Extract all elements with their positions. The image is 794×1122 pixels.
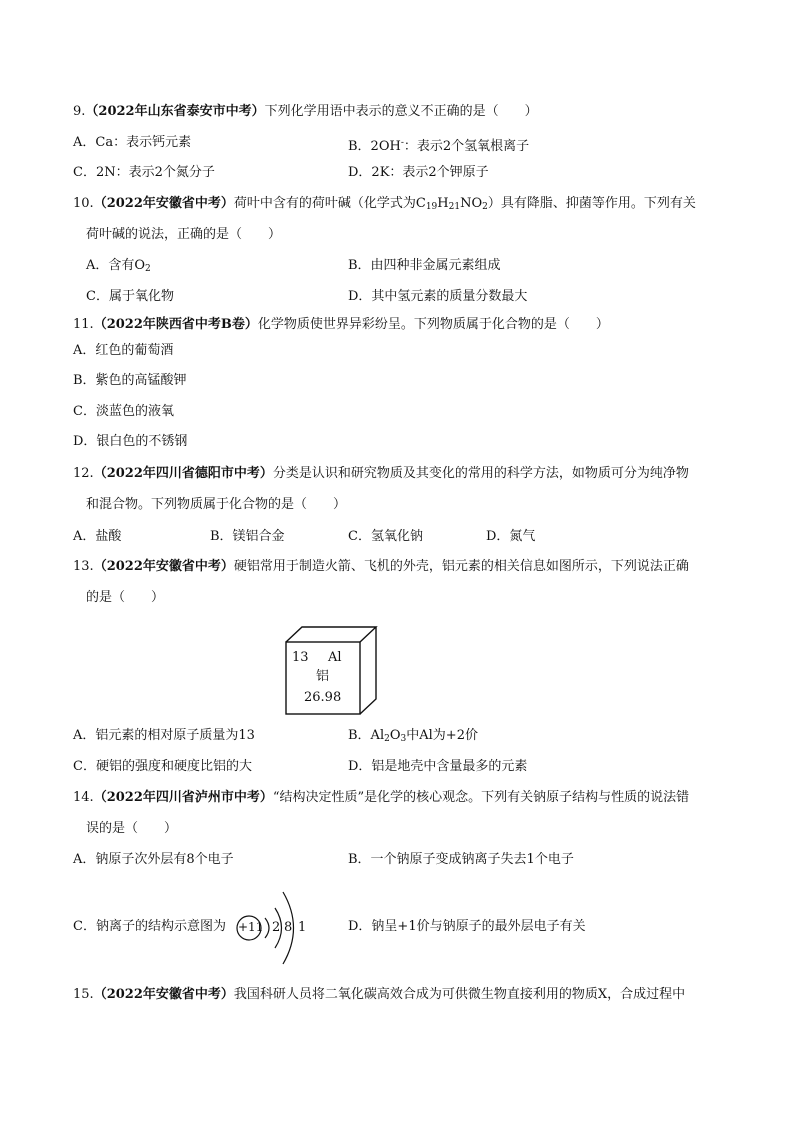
question-text: ）具有降脂、抑菌等作用。下列有关 xyxy=(487,196,696,211)
q13-option-b xyxy=(348,727,478,748)
question-9-stem xyxy=(73,103,538,121)
question-source: （2022年四川省德阳市中考） xyxy=(93,466,273,481)
shell-2-electrons: 8 xyxy=(284,920,293,935)
question-source: （2022年安徽省中考） xyxy=(93,559,234,574)
question-source: （2022年安徽省中考） xyxy=(93,196,234,211)
question-11-stem xyxy=(73,316,609,334)
question-12-stem xyxy=(73,465,689,483)
formula-subscript: 19 xyxy=(425,202,438,212)
question-14-stem xyxy=(73,789,689,807)
q13-option-a: A．铝元素的相对原子质量为13 xyxy=(73,728,255,743)
question-source: （2022年安徽省中考） xyxy=(93,987,234,1002)
q12-option-a: A．盐酸 xyxy=(73,529,122,544)
question-12-stem-line2: 和混合物。下列物质属于化合物的是（ ） xyxy=(86,497,347,512)
formula-subscript: 2 xyxy=(145,264,151,274)
option-text: 中Al为+2价 xyxy=(406,728,478,743)
question-source: （2022年山东省泰安市中考） xyxy=(85,104,265,119)
question-number: 10. xyxy=(73,196,94,211)
formula-text: O xyxy=(389,728,401,743)
question-number: 15. xyxy=(73,987,94,1002)
question-number: 14. xyxy=(73,790,94,805)
q11-option-b: B．紫色的高锰酸钾 xyxy=(73,373,187,388)
question-number: 9. xyxy=(73,104,86,119)
question-source: （2022年四川省泸州市中考） xyxy=(93,790,273,805)
q13-option-c: C．硬铝的强度和硬度比铝的大 xyxy=(73,759,252,774)
question-number: 12. xyxy=(73,466,94,481)
option-text: A．含有O xyxy=(86,258,146,273)
sodium-structure-diagram xyxy=(232,880,312,976)
q11-option-d: D．银白色的不锈钢 xyxy=(73,434,188,449)
q14-option-b: B．一个钠原子变成钠离子失去1个电子 xyxy=(348,852,574,867)
aluminum-element-card xyxy=(284,625,384,717)
charge-superscript: - xyxy=(400,138,404,148)
q12-option-c: C．氢氧化钠 xyxy=(348,529,423,544)
formula-text: NO xyxy=(460,196,483,211)
q10-option-c: C．属于氧化物 xyxy=(86,289,174,304)
formula-subscript: 3 xyxy=(400,734,407,744)
q13-option-d: D．铝是地壳中含量最多的元素 xyxy=(348,759,528,774)
question-10-stem-line2: 荷叶碱的说法，正确的是（ ） xyxy=(86,227,282,242)
q14-option-c: C．钠离子的结构示意图为 xyxy=(73,919,226,934)
q12-option-b: B．镁铝合金 xyxy=(210,529,285,544)
option-text: B．Al xyxy=(348,728,385,743)
option-text: ：表示2个氢氧根离子 xyxy=(403,139,530,154)
q14-option-a: A．钠原子次外层有8个电子 xyxy=(73,852,234,867)
question-source: （2022年陕西省中考B卷） xyxy=(93,317,258,332)
question-number: 13. xyxy=(73,559,94,574)
shell-1-electrons: 2 xyxy=(272,920,281,935)
formula-subscript: 2 xyxy=(482,202,488,212)
question-15-stem xyxy=(73,986,685,1004)
question-14-stem-line2: 误的是（ ） xyxy=(86,821,178,836)
question-text: 化学物质使世界异彩纷呈。下列物质属于化合物的是（ ） xyxy=(257,317,609,332)
option-text: B．2OH xyxy=(348,139,401,154)
q10-option-d: D．其中氢元素的质量分数最大 xyxy=(348,289,528,304)
question-text: 硬铝常用于制造火箭、飞机的外壳，铝元素的相关信息如图所示，下列说法正确 xyxy=(233,559,689,574)
q11-option-c: C．淡蓝色的液氧 xyxy=(73,404,174,419)
q11-option-a: A．红色的葡萄酒 xyxy=(73,343,174,358)
formula-subscript: 2 xyxy=(384,734,390,744)
q9-option-b xyxy=(348,134,529,156)
q14-option-d: D．钠呈+1价与钠原子的最外层电子有关 xyxy=(348,919,586,934)
question-13-stem-line2: 的是（ ） xyxy=(86,590,165,605)
question-13-stem xyxy=(73,558,689,576)
formula-text: H xyxy=(437,196,449,211)
question-text: 下列化学用语中表示的意义不正确的是（ ） xyxy=(264,104,538,119)
question-number: 11. xyxy=(73,317,94,332)
question-text: “结构决定性质”是化学的核心观念。下列有关钠原子结构与性质的说法错 xyxy=(272,790,690,805)
q9-option-c: C．2N：表示2个氮分子 xyxy=(73,165,215,180)
question-text: 荷叶中含有的荷叶碱（化学式为C xyxy=(233,196,426,211)
shell-3-electrons: 1 xyxy=(298,920,307,935)
nucleus-charge: +11 xyxy=(238,920,264,934)
question-text: 我国科研人员将二氧化碳高效合成为可供微生物直接利用的物质X，合成过程中 xyxy=(233,987,686,1002)
element-symbol: Al xyxy=(328,650,342,665)
q10-option-a xyxy=(86,257,151,278)
question-text: 分类是认识和研究物质及其变化的常用的科学方法，如物质可分为纯净物 xyxy=(272,466,689,481)
formula-subscript: 21 xyxy=(448,202,461,212)
question-10-stem xyxy=(73,195,696,216)
q9-option-d: D．2K：表示2个钾原子 xyxy=(348,165,489,180)
q10-option-b: B．由四种非金属元素组成 xyxy=(348,258,501,273)
q9-option-a: A．Ca：表示钙元素 xyxy=(73,135,192,150)
element-name: 铝 xyxy=(316,669,330,684)
atomic-number: 13 xyxy=(292,650,309,665)
q12-option-d: D．氮气 xyxy=(486,529,536,544)
atomic-mass: 26.98 xyxy=(304,690,342,705)
